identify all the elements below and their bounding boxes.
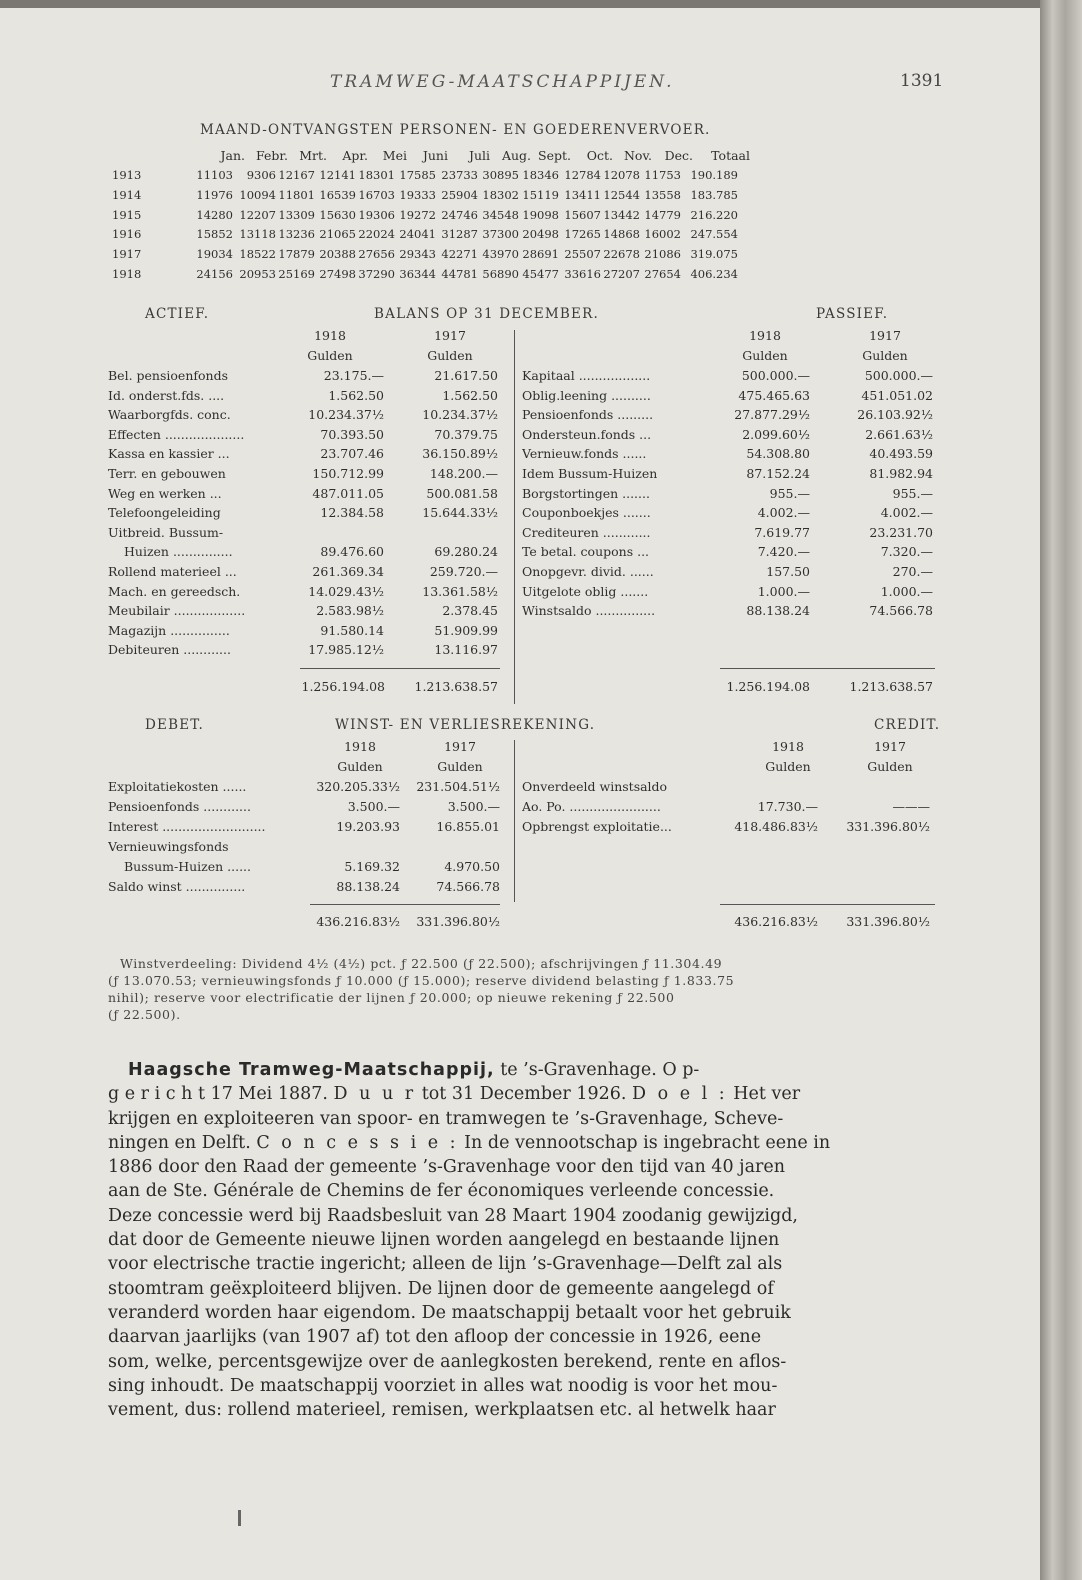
column-header-febr: Febr.: [256, 148, 288, 163]
passief-value-1918: 500.000.—: [741, 368, 810, 383]
passief-item-label: Idem Bussum-Huizen: [522, 466, 658, 481]
passief-value-1918: 157.50: [766, 564, 810, 579]
article-line: [108, 1082, 930, 1106]
debet-value-1917: 231.504.51½: [416, 779, 500, 794]
month-value: 9306: [246, 168, 276, 182]
article-keyword-concessie: C o n c e s s i e :: [256, 1132, 459, 1153]
debet-value-1918: 88.138.24: [336, 879, 400, 894]
month-value: 31287: [441, 227, 478, 242]
passief-total-1918: 1.256.194.08: [726, 679, 810, 694]
month-value: 19333: [399, 187, 436, 202]
credit-value-1918: 17.730.—: [757, 799, 818, 814]
month-value: 20498: [522, 227, 559, 242]
article-line: som, welke, percentsgewijze over de aanlegkosten berekend, rente en aflos-: [108, 1351, 787, 1372]
actief-value-1918: 89.476.60: [320, 544, 384, 560]
month-value: 34548: [482, 207, 519, 222]
credit-total-rule: [720, 904, 935, 905]
actief-value-1918: 23.175.—: [323, 368, 384, 383]
month-value: 13411: [564, 187, 601, 202]
actief-item-label: Bel. pensioenfonds: [108, 368, 228, 383]
month-value: 21065: [319, 227, 356, 242]
passief-unit-1918: Gulden: [742, 348, 788, 363]
article-line: vement, dus: rollend materieel, remisen, werkplaatsen etc. al hetwelk haar: [108, 1400, 776, 1421]
passief-item-label: Couponboekjes .......: [522, 505, 651, 521]
month-value: 13558: [644, 187, 681, 202]
passief-value-1917: 500.000.—: [864, 368, 933, 383]
pl-center-rule: [514, 740, 515, 902]
article-keyword-doel: D o e l :: [632, 1084, 728, 1105]
row-year: 1914: [112, 187, 142, 202]
month-value: 25904: [441, 187, 478, 202]
credit-item-label: Ao. Po. .......................: [522, 799, 661, 814]
actief-value-1918: 91.580.14: [320, 622, 384, 638]
article-text: tot 31 December 1926.: [416, 1084, 633, 1105]
row-year: 1913: [112, 168, 142, 182]
month-value: 37300: [482, 227, 519, 242]
actief-item-label: Waarborgfds. conc.: [108, 407, 231, 423]
actief-item-label: Kassa en kassier ...: [108, 446, 230, 462]
actief-value-1917: 2.378.45: [442, 603, 498, 619]
month-value: 18301: [358, 168, 395, 182]
passief-year-1918: 1918: [749, 328, 781, 343]
month-value: 12544: [603, 187, 640, 202]
passief-item-label: Onopgevr. divid. ......: [522, 564, 654, 579]
actief-total-1917: 1.213.638.57: [414, 679, 498, 694]
month-value: 29343: [399, 247, 436, 262]
actief-value-1917: 13.361.58½: [422, 583, 498, 599]
passief-value-1918: 2.099.60½: [742, 426, 810, 442]
credit-value-1918: 418.486.83½: [734, 819, 818, 834]
column-header-sept: Sept.: [538, 148, 571, 163]
passief-value-1917: 81.982.94: [869, 466, 933, 481]
pl-debet-heading: DEBET.: [145, 717, 204, 733]
month-value: 12167: [278, 168, 315, 182]
debet-year-1917: 1917: [444, 739, 476, 754]
article-line: Deze concessie werd bij Raadsbesluit van 28 Maart 1904 zoodanig gewijzigd,: [108, 1205, 798, 1226]
debet-total-1917: 331.396.80½: [416, 914, 500, 929]
debet-value-1918: 3.500.—: [347, 799, 400, 814]
actief-year-1917: 1917: [434, 328, 466, 343]
passief-value-1918: 4.002.—: [757, 505, 810, 521]
month-value: 18522: [239, 247, 276, 262]
actief-value-1917: 13.116.97: [434, 642, 498, 658]
notes-line: (ƒ 22.500).: [108, 1007, 181, 1022]
passief-value-1918: 27.877.29½: [734, 407, 810, 423]
month-value: 15852: [196, 227, 233, 242]
month-value: 12078: [603, 168, 640, 182]
article-line: [108, 1058, 930, 1082]
passief-unit-1917: Gulden: [862, 348, 908, 363]
article-line: veranderd worden haar eigendom. De maatschappij betaalt voor het gebruik: [108, 1302, 791, 1323]
debet-value-1918: 5.169.32: [344, 859, 400, 874]
article-text: 17 Mei 1887.: [205, 1084, 334, 1105]
passief-total-rule: [720, 668, 935, 669]
month-value: 190.189: [690, 168, 738, 182]
month-value: 17585: [399, 168, 436, 182]
ink-mark: [238, 1510, 241, 1526]
actief-item-label: Uitbreid. Bussum-: [108, 524, 224, 540]
month-value: 44781: [441, 267, 478, 281]
actief-value-1918: 23.707.46: [320, 446, 384, 462]
passief-value-1918: 87.152.24: [746, 466, 810, 481]
pl-title: WINST- EN VERLIESREKENING.: [335, 717, 596, 733]
month-value: 19034: [196, 247, 233, 262]
month-value: 27654: [644, 267, 681, 281]
month-value: 13118: [239, 227, 276, 242]
row-year: 1917: [112, 247, 142, 262]
passief-item-label: Oblig.leening ..........: [522, 387, 651, 403]
passief-value-1917: 40.493.59: [869, 446, 933, 462]
month-value: 10094: [239, 187, 276, 202]
month-value: 28691: [522, 247, 559, 262]
balance-passief-heading: PASSIEF.: [816, 306, 889, 322]
actief-value-1917: 15.644.33½: [422, 505, 498, 521]
actief-item-label: Effecten ....................: [108, 426, 245, 442]
article-line: [108, 1131, 930, 1155]
article-body: [108, 1155, 930, 1422]
month-value: 15630: [319, 207, 356, 222]
month-value: 13309: [278, 207, 315, 222]
pl-credit-heading: CREDIT.: [874, 717, 941, 733]
actief-year-1918: 1918: [314, 328, 346, 343]
notes-line: Winstverdeeling: Dividend 4½ (4½) pct. ƒ 22.500 (ƒ 22.500); afschrijvingen ƒ 11.304.49: [120, 956, 723, 971]
debet-total-rule: [310, 904, 500, 905]
debet-value-1918: 320.205.33½: [316, 779, 400, 794]
month-value: 406.234: [690, 267, 738, 281]
month-value: 56890: [482, 267, 519, 281]
debet-unit-1918: Gulden: [337, 759, 383, 774]
article-line: sing inhoudt. De maatschappij voorziet in alles wat noodig is voor het mou-: [108, 1375, 778, 1396]
column-header-dec: Dec.: [664, 148, 693, 163]
passief-item-label: Vernieuw.fonds ......: [522, 446, 647, 462]
month-value: 17879: [278, 247, 315, 262]
article-line: krijgen en exploiteeren van spoor- en tramwegen te ’s-Gravenhage, Scheve-: [108, 1108, 784, 1129]
actief-item-label: Huizen ...............: [124, 544, 233, 560]
month-value: 27656: [358, 247, 395, 262]
actief-item-label: Meubilair ..................: [108, 603, 246, 619]
month-value: 16703: [358, 187, 395, 202]
book-page-edge: [1040, 0, 1082, 1580]
passief-item-label: Te betal. coupons ...: [522, 544, 650, 560]
page-top-shadow: [0, 0, 1040, 8]
month-value: 24156: [196, 267, 233, 281]
credit-item-label: Opbrengst exploitatie...: [522, 819, 672, 834]
month-value: 17265: [564, 227, 601, 242]
month-value: 12784: [564, 168, 601, 182]
month-value: 25169: [278, 267, 315, 281]
actief-unit-1918: Gulden: [307, 348, 353, 363]
credit-year-1917: 1917: [874, 739, 906, 754]
month-value: 25507: [564, 247, 601, 262]
column-header-jan: Jan.: [220, 148, 245, 163]
month-value: 247.554: [690, 227, 738, 242]
page-number: 1391: [900, 71, 944, 91]
credit-unit-1918: Gulden: [765, 759, 811, 774]
month-value: 18346: [522, 168, 559, 182]
running-title: TRAMWEG-MAATSCHAPPIJEN.: [330, 72, 675, 92]
actief-value-1917: 69.280.24: [434, 544, 498, 560]
notes-line: nihil); reserve voor electrificatie der lijnen ƒ 20.000; op nieuwe rekening ƒ 22.500: [108, 990, 675, 1005]
actief-value-1918: 70.393.50: [320, 426, 384, 442]
actief-item-label: Debiteuren ............: [108, 642, 231, 658]
passief-item-label: Uitgelote oblig .......: [522, 583, 649, 599]
actief-value-1917: 1.562.50: [442, 387, 498, 403]
article-line: 1886 door den Raad der gemeente ’s-Gravenhage voor den tijd van 40 jaren: [108, 1157, 785, 1178]
passief-item-label: Ondersteun.fonds ...: [522, 426, 652, 442]
month-value: 14779: [644, 207, 681, 222]
actief-item-label: Rollend materieel ...: [108, 564, 237, 579]
credit-item-label: Onverdeeld winstsaldo: [522, 779, 668, 794]
actief-value-1917: 259.720.—: [429, 564, 498, 579]
debet-value-1917: 4.970.50: [444, 859, 500, 874]
month-value: 22024: [358, 227, 395, 242]
actief-value-1918: 2.583.98½: [316, 603, 384, 619]
debet-item-label: Exploitatiekosten ......: [108, 779, 247, 794]
passief-item-label: Crediteuren ............: [522, 524, 651, 540]
actief-unit-1917: Gulden: [427, 348, 473, 363]
month-value: 20388: [319, 247, 356, 262]
month-value: 16539: [319, 187, 356, 202]
column-header-oct: Oct.: [586, 148, 613, 163]
passief-value-1917: 4.002.—: [880, 505, 933, 521]
article-text: ningen en Delft.: [108, 1132, 257, 1153]
month-value: 27498: [319, 267, 356, 281]
month-value: 24746: [441, 207, 478, 222]
month-value: 21086: [644, 247, 681, 262]
column-header-nov: Nov.: [623, 148, 652, 163]
debet-year-1918: 1918: [344, 739, 376, 754]
credit-unit-1917: Gulden: [867, 759, 913, 774]
actief-item-label: Telefoongeleiding: [108, 505, 221, 521]
debet-item-label: Interest ..........................: [108, 819, 266, 834]
actief-item-label: Weg en werken ...: [108, 485, 222, 501]
article-text: Het ver: [727, 1084, 801, 1105]
passief-item-label: Kapitaal ..................: [522, 368, 651, 383]
actief-total-rule: [300, 668, 500, 669]
passief-value-1917: 23.231.70: [869, 524, 933, 540]
month-value: 15119: [522, 187, 559, 202]
debet-unit-1917: Gulden: [437, 759, 483, 774]
actief-value-1917: 70.379.75: [434, 426, 498, 442]
notes-line: (ƒ 13.070.53; vernieuwingsfonds ƒ 10.000 (ƒ 15.000); reserve dividend belasting ƒ 1.833.75: [108, 973, 735, 988]
month-value: 23733: [441, 168, 478, 182]
month-value: 24041: [399, 227, 436, 242]
debet-item-label: Pensioenfonds ............: [108, 799, 251, 814]
passief-value-1918: 54.308.80: [746, 446, 810, 462]
article-text: In de vennootschap is ingebracht eene in: [458, 1132, 831, 1153]
month-value: 319.075: [690, 247, 738, 262]
article-keyword-opgericht: g e r i c h t: [108, 1084, 206, 1105]
passief-value-1917: 955.—: [892, 485, 933, 501]
credit-value-1917: ———: [892, 799, 930, 814]
actief-value-1918: 261.369.34: [312, 564, 384, 579]
column-header-juni: Juni: [422, 148, 448, 163]
passief-value-1917: 451.051.02: [861, 387, 933, 403]
passief-value-1918: 475.465.63: [738, 387, 810, 403]
passief-item-label: Borgstortingen .......: [522, 485, 650, 501]
month-value: 216.220: [690, 207, 738, 222]
passief-item-label: Pensioenfonds .........: [522, 407, 654, 423]
passief-item-label: Winstsaldo ...............: [522, 603, 656, 619]
passief-value-1917: 270.—: [892, 564, 933, 579]
month-value: 15607: [564, 207, 601, 222]
month-value: 183.785: [690, 187, 738, 202]
passief-value-1917: 7.320.—: [880, 544, 933, 560]
row-year: 1916: [112, 227, 142, 242]
month-value: 19098: [522, 207, 559, 222]
company-article: [108, 1058, 930, 1422]
article-line: dat door de Gemeente nieuwe lijnen worden aangelegd en bestaande lijnen: [108, 1230, 780, 1251]
actief-value-1917: 10.234.37½: [422, 407, 498, 423]
actief-value-1917: 51.909.99: [434, 622, 498, 638]
actief-value-1918: 150.712.99: [312, 466, 384, 481]
passief-total-1917: 1.213.638.57: [849, 679, 933, 694]
balance-actief-heading: ACTIEF.: [145, 306, 210, 322]
row-year: 1918: [112, 267, 142, 281]
actief-value-1918: 17.985.12½: [308, 642, 384, 658]
actief-value-1917: 148.200.—: [429, 466, 498, 481]
article-line: voor electrische tractie ingericht; alleen de lijn ’s-Gravenhage—Delft zal als: [108, 1254, 783, 1275]
actief-value-1917: 21.617.50: [434, 368, 498, 383]
month-value: 11801: [278, 187, 315, 202]
month-value: 12207: [239, 207, 276, 222]
actief-item-label: Terr. en gebouwen: [108, 466, 226, 481]
month-value: 19306: [358, 207, 395, 222]
month-value: 37290: [358, 267, 395, 281]
balance-title: BALANS OP 31 DECEMBER.: [374, 306, 599, 322]
actief-item-label: Magazijn ...............: [108, 622, 230, 638]
column-header-apr: Apr.: [342, 148, 368, 163]
month-value: 14868: [603, 227, 640, 242]
actief-value-1918: 487.011.05: [312, 485, 384, 501]
month-value: 43970: [482, 247, 519, 262]
passief-value-1918: 7.420.—: [757, 544, 810, 560]
article-text: te ’s-Gravenhage. O p-: [494, 1060, 700, 1080]
monthly-table-title: MAAND-ONTVANGSTEN PERSONEN- EN GOEDERENVERVOER.: [200, 122, 711, 138]
credit-value-1917: 331.396.80½: [846, 819, 930, 834]
actief-total-1918: 1.256.194.08: [301, 679, 385, 694]
month-value: 36344: [399, 267, 436, 281]
month-value: 11976: [196, 187, 233, 202]
passief-value-1918: 955.—: [769, 485, 810, 501]
actief-item-label: Id. onderst.fds. ....: [108, 387, 225, 403]
column-header-mrt: Mrt.: [299, 148, 327, 163]
month-value: 33616: [564, 267, 601, 281]
column-header-mei: Mei: [382, 148, 407, 163]
passief-value-1918: 7.619.77: [754, 524, 810, 540]
passief-value-1918: 1.000.—: [757, 583, 810, 599]
debet-total-1918: 436.216.83½: [316, 914, 400, 929]
debet-value-1918: 19.203.93: [336, 819, 400, 834]
passief-value-1917: 1.000.—: [880, 583, 933, 599]
passief-value-1918: 88.138.24: [746, 603, 810, 619]
passief-value-1917: 74.566.78: [869, 603, 933, 619]
column-header-totaal: Totaal: [711, 148, 750, 163]
row-year: 1915: [112, 207, 142, 222]
month-value: 16002: [644, 227, 681, 242]
actief-value-1918: 10.234.37½: [308, 407, 384, 423]
company-name: Haagsche Tramweg-Maatschappij,: [128, 1060, 495, 1080]
month-value: 18302: [482, 187, 519, 202]
column-header-juli: Juli: [468, 148, 490, 163]
month-value: 19272: [399, 207, 436, 222]
actief-value-1917: 36.150.89½: [422, 446, 498, 462]
month-value: 14280: [196, 207, 233, 222]
passief-year-1917: 1917: [869, 328, 901, 343]
credit-total-1917: 331.396.80½: [846, 914, 930, 929]
month-value: 20953: [239, 267, 276, 281]
month-value: 27207: [603, 267, 640, 281]
article-line: daarvan jaarlijks (van 1907 af) tot den afloop der concessie in 1926, eene: [108, 1327, 762, 1348]
debet-value-1917: 3.500.—: [447, 799, 500, 814]
actief-item-label: Mach. en gereedsch.: [108, 583, 241, 599]
debet-value-1917: 74.566.78: [436, 879, 500, 894]
debet-item-label: Saldo winst ...............: [108, 879, 246, 894]
actief-value-1918: 1.562.50: [328, 387, 384, 403]
balance-center-rule: [514, 330, 515, 704]
passief-value-1917: 26.103.92½: [857, 407, 933, 423]
debet-item-label: Bussum-Huizen ......: [124, 859, 251, 874]
month-value: 11103: [196, 168, 233, 182]
article-line: stoomtram geëxploiteerd blijven. De lijnen door de gemeente aangelegd of: [108, 1278, 774, 1299]
debet-value-1917: 16.855.01: [436, 819, 500, 834]
month-value: 12141: [319, 168, 356, 182]
month-value: 30895: [482, 168, 519, 182]
profit-distribution-notes: [108, 955, 734, 1023]
debet-item-label: Vernieuwingsfonds: [108, 839, 229, 854]
month-value: 42271: [441, 247, 478, 262]
month-value: 22678: [603, 247, 640, 262]
month-value: 45477: [522, 267, 559, 281]
article-keyword-duur: D u u r: [333, 1084, 417, 1105]
month-value: 11753: [644, 168, 681, 182]
month-value: 13442: [603, 207, 640, 222]
passief-value-1917: 2.661.63½: [865, 426, 933, 442]
actief-value-1917: 500.081.58: [426, 485, 498, 501]
credit-year-1918: 1918: [772, 739, 804, 754]
column-header-aug: Aug.: [501, 148, 531, 163]
month-value: 13236: [278, 227, 315, 242]
article-line: aan de Ste. Générale de Chemins de fer économiques verleende concessie.: [108, 1181, 775, 1202]
actief-value-1918: 14.029.43½: [308, 583, 384, 599]
actief-value-1918: 12.384.58: [320, 505, 384, 521]
credit-total-1918: 436.216.83½: [734, 914, 818, 929]
